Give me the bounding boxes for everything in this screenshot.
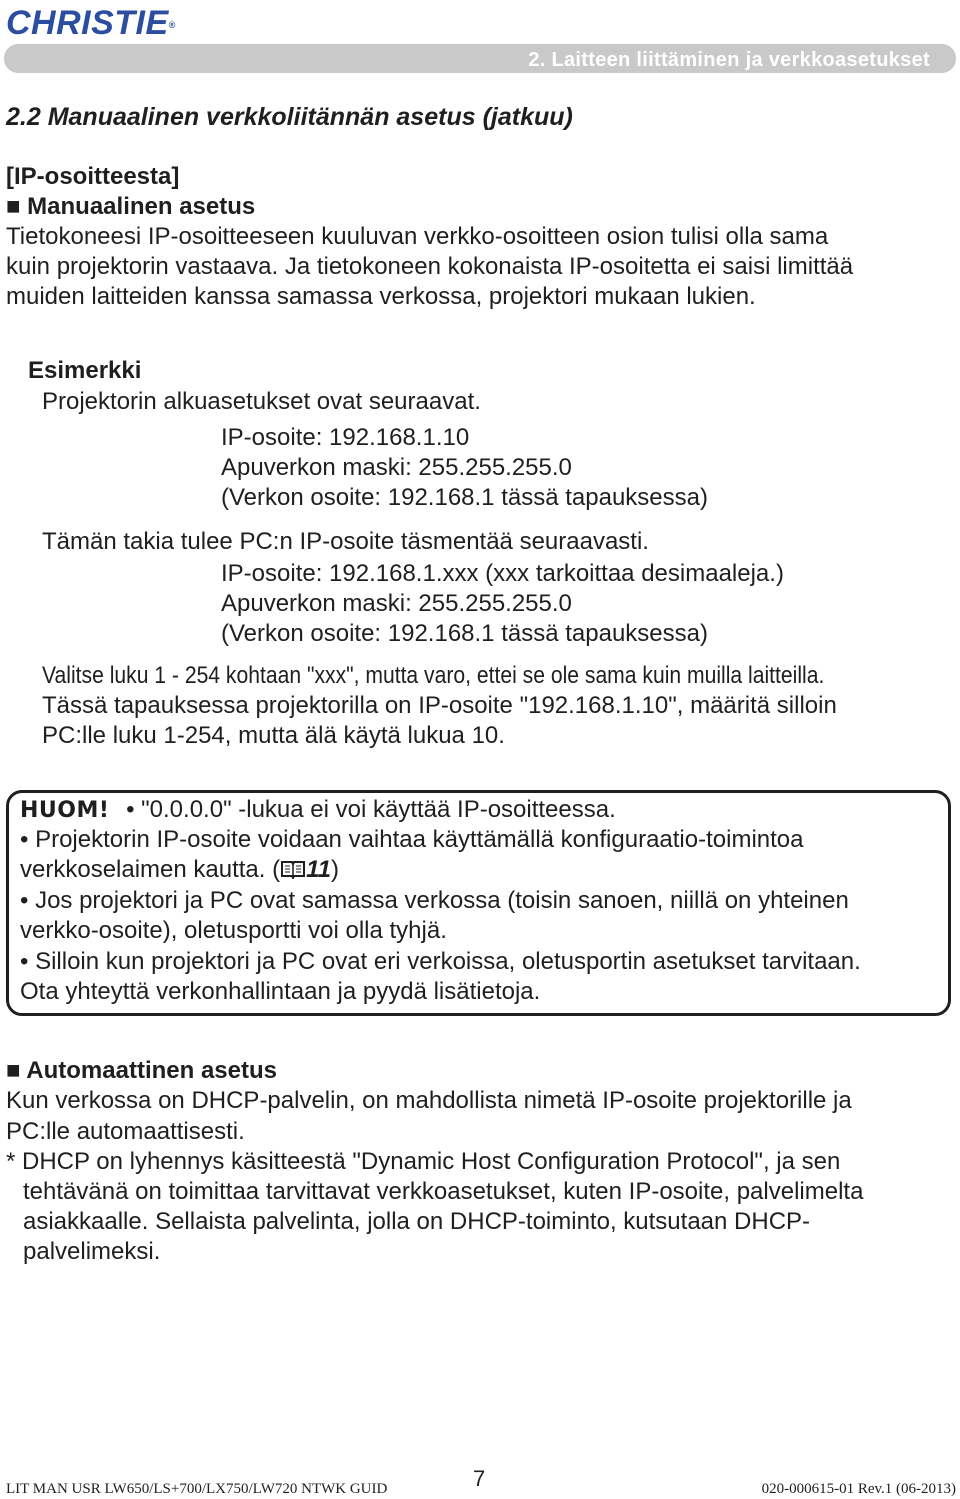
dhcp-footnote-line: tehtävänä on toimittaa tarvittavat verkkoasetukset, kuten IP-osoite, palvelimelta [23,1178,864,1205]
footer-doc-id: LIT MAN USR LW650/LS+700/LX750/LW720 NTWK GUID [6,1481,388,1497]
note-line: • Jos projektori ja PC ovat samassa verkossa (toisin sanoen, niillä on yhteinen [20,887,849,914]
note-line: • Silloin kun projektori ja PC ovat eri verkoissa, oletusportin asetukset tarvitaan. [20,948,861,975]
page-reference[interactable]: 11 [306,856,332,883]
note-line [20,855,339,885]
note-line [20,795,616,826]
ip-paragraph-line: muiden laitteiden kanssa samassa verkossa, projektori mukaan lukien. [6,283,756,310]
pc-setting-line: IP-osoite: 192.168.1.xxx (xxx tarkoittaa desimaaleja.) [221,560,784,587]
projector-setting-line: (Verkon osoite: 192.168.1 tässä tapauksessa) [221,484,708,511]
pc-setting-line: Apuverkon maski: 255.255.255.0 [221,590,572,617]
ip-heading: [IP-osoitteesta] [6,163,180,190]
case-line: PC:lle luku 1-254, mutta älä käytä lukua 10. [42,722,505,749]
christie-logo: CHRISTIE® [6,4,176,42]
note-text: verkkoselaimen kautta. ( [20,856,281,883]
dhcp-footnote-line: palvelimeksi. [23,1238,161,1265]
ip-paragraph-line: Tietokoneesi IP-osoitteeseen kuuluvan verkko-osoitteen osion tulisi olla sama [6,223,829,250]
example-heading: Esimerkki [28,357,142,384]
ip-paragraph-line: kuin projektorin vastaava. Ja tietokoneen kokonaista IP-osoitetta ei saisi limittää [6,253,854,280]
page-number: 7 [473,1466,486,1491]
projector-setting-line: Apuverkon maski: 255.255.255.0 [221,454,572,481]
section-title: 2.2 Manuaalinen verkkoliitännän asetus (jatkuu) [6,103,573,131]
pc-intro: Tämän takia tulee PC:n IP-osoite täsmentää seuraavasti. [42,528,649,555]
note-text: • "0.0.0.0" -lukua ei voi käyttää IP-osoitteessa. [126,796,616,823]
dhcp-footnote-line: * DHCP on lyhennys käsitteestä "Dynamic Host Configuration Protocol", ja sen [6,1148,841,1175]
projector-setting-line: IP-osoite: 192.168.1.10 [221,424,470,451]
note-label: HUOM! [20,798,110,823]
footer-revision: 020-000615-01 Rev.1 (06-2013) [761,1481,956,1497]
dhcp-footnote-line: asiakkaalle. Sellaista palvelinta, jolla on DHCP-toiminto, kutsutaan DHCP- [23,1208,811,1235]
example-intro: Projektorin alkuasetukset ovat seuraavat. [42,388,481,415]
manual-setting-heading: ■ Manuaalinen asetus [6,193,256,220]
book-icon [280,857,306,877]
chapter-title: 2. Laitteen liittäminen ja verkkoasetukset [528,49,930,71]
note-line: Ota yhteyttä verkonhallintaan ja pyydä lisätietoja. [20,978,541,1005]
auto-setting-heading: ■ Automaattinen asetus [6,1057,277,1084]
note-line: • Projektorin IP-osoite voidaan vaihtaa käyttämällä konfiguraatio-toimintoa [20,826,804,853]
case-line: Tässä tapauksessa projektorilla on IP-osoite "192.168.1.10", määritä silloin [42,692,837,719]
pc-setting-line: (Verkon osoite: 192.168.1 tässä tapauksessa) [221,620,708,647]
note-text: ) [331,856,340,883]
choose-number-note: Valitse luku 1 - 254 kohtaan "xxx", mutta varo, ettei se ole sama kuin muilla laitteilla. [42,662,825,689]
auto-paragraph-line: PC:lle automaattisesti. [6,1118,245,1145]
auto-paragraph-line: Kun verkossa on DHCP-palvelin, on mahdollista nimetä IP-osoite projektorille ja [6,1087,852,1114]
note-line: verkko-osoite), oletusportti voi olla tyhjä. [20,917,447,944]
